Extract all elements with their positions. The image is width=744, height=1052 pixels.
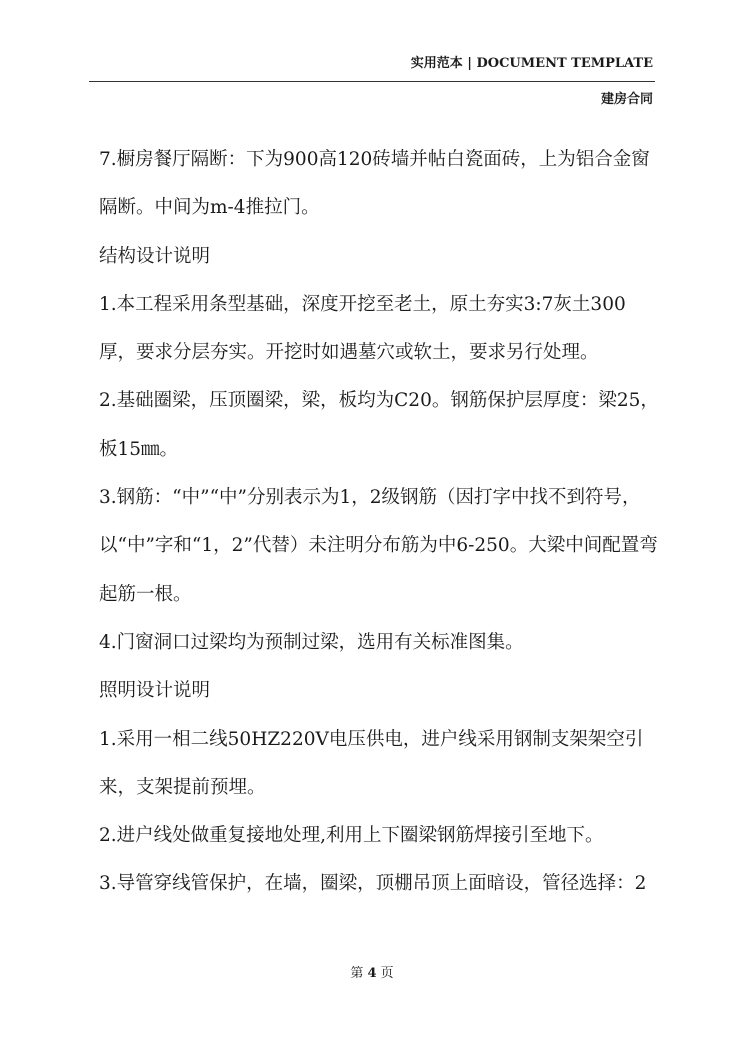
footer-suffix: 页 — [380, 966, 394, 981]
paragraph: 7.橱房餐厅隔断：下为900高120砖墙并帖白瓷面砖，上为铝合金窗隔断。中间为m-4推拉门。 — [99, 149, 650, 219]
page-number: 4 — [367, 966, 377, 981]
paragraph: 3.钢筋：“中”“中”分别表示为1，2级钢筋（因打字中找不到符号，以“中”字和“1，2”代替）未注明分布筋为中6-250。大梁中间配置弯起筋一根。 — [99, 487, 658, 605]
header-subtitle: 建房合同 — [600, 92, 653, 107]
paragraph: 2.基础圈梁，压顶圈梁，梁，板均为C20。钢筋保护层厚度：梁25，板15㎜。 — [99, 390, 659, 460]
section-heading: 照明设计说明 — [99, 680, 211, 702]
document-body — [99, 136, 661, 909]
paragraph: 3.导管穿线管保护，在墙，圈梁，顶棚吊顶上面暗设，管径选择：2 — [99, 873, 647, 895]
footer-prefix: 第 — [350, 966, 364, 981]
section-heading: 结构设计说明 — [99, 245, 211, 267]
page-footer — [0, 962, 744, 981]
header-title: 实用范本 | DOCUMENT TEMPLATE — [410, 56, 653, 71]
paragraph: 1.本工程采用条型基础，深度开挖至老土，原土夯实3:7灰土300厚，要求分层夯实。开挖时如遇墓穴或软土，要求另行处理。 — [99, 293, 626, 364]
paragraph: 4.门窗洞口过梁均为预制过梁，选用有关标准图集。 — [99, 631, 524, 653]
paragraph: 2.进户线处做重复接地处理,利用上下圈梁钢筋焊接引至地下。 — [99, 825, 604, 847]
header-divider — [89, 81, 655, 82]
paragraph: 1.采用一相二线50HZ220V电压供电，进户线采用钢制支架架空引来，支架提前预埋。 — [99, 728, 644, 798]
